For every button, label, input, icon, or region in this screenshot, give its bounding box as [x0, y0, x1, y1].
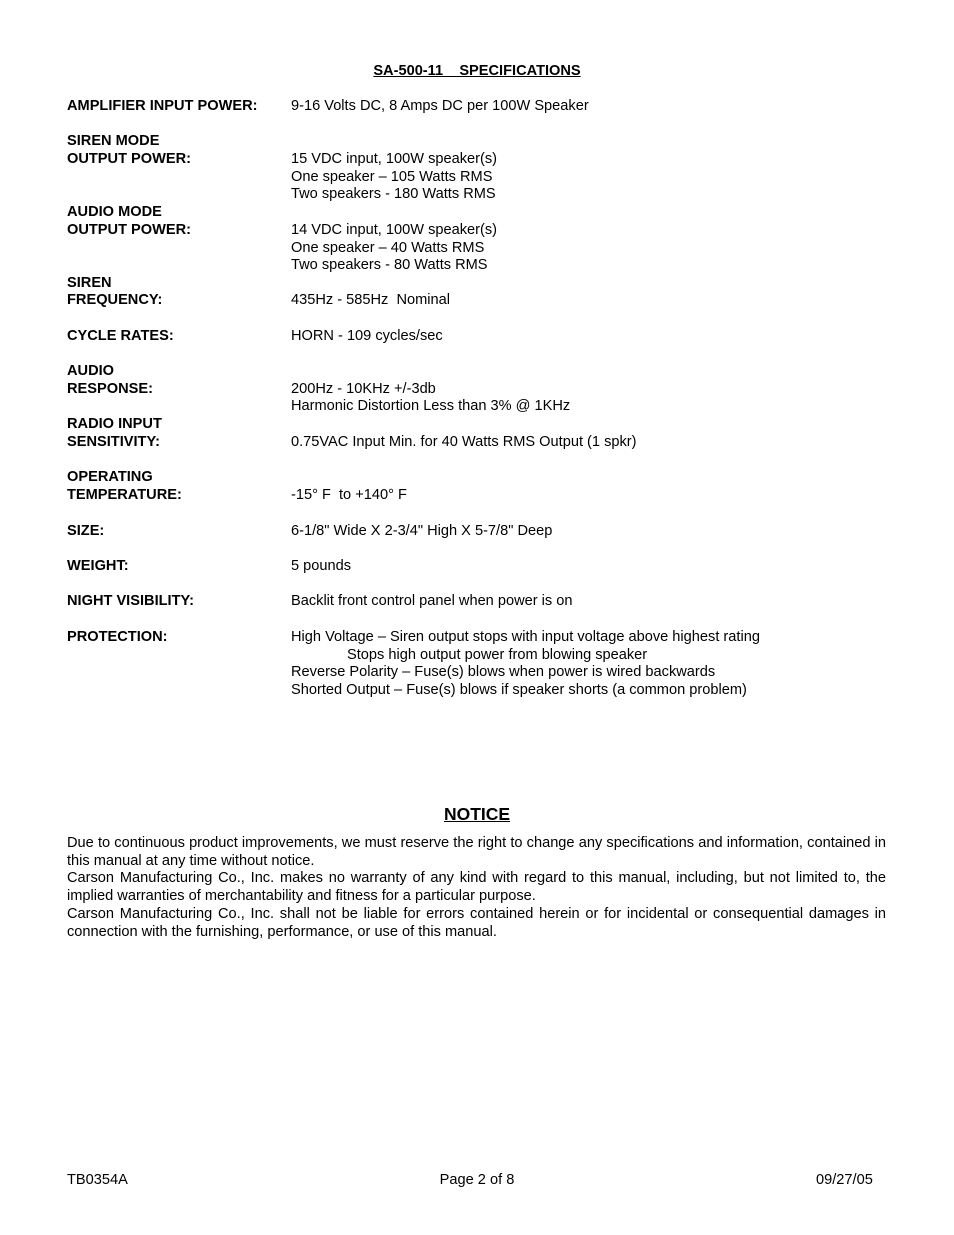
- siren-mode-value-line3: Two speakers - 180 Watts RMS: [291, 186, 496, 202]
- protection-value-line3: Reverse Polarity – Fuse(s) blows when power is wired backwards: [291, 664, 716, 680]
- siren-mode-label-line1: SIREN MODE: [67, 133, 160, 149]
- protection-value-line1: High Voltage – Siren output stops with input voltage above highest rating: [291, 629, 760, 645]
- operating-temperature-value: -15° F to +140° F: [291, 487, 407, 503]
- page-title: SA-500-11 SPECIFICATIONS: [373, 63, 581, 79]
- radio-input-label-line1: RADIO INPUT: [67, 416, 162, 432]
- size-label: SIZE:: [67, 523, 105, 539]
- night-visibility-label: NIGHT VISIBILITY:: [67, 593, 195, 609]
- cycle-rates-label: CYCLE RATES:: [67, 328, 174, 344]
- radio-input-value: 0.75VAC Input Min. for 40 Watts RMS Output (1 spkr): [291, 434, 637, 450]
- audio-mode-label-line1: AUDIO MODE: [67, 204, 162, 220]
- footer-date: 09/27/05: [816, 1172, 873, 1188]
- audio-response-label-line1: AUDIO: [67, 363, 115, 379]
- footer-page-number: Page 2 of 8: [439, 1172, 515, 1188]
- siren-frequency-value: 435Hz - 585Hz Nominal: [291, 292, 450, 308]
- audio-response-value-line2: Harmonic Distortion Less than 3% @ 1KHz: [291, 398, 571, 414]
- notice-paragraph: Carson Manufacturing Co., Inc. shall not be liable for errors contained herein or for incidental or consequential damages in connection with the furnishing, performance, or use of this manual.: [67, 905, 886, 940]
- audio-mode-label-line2: OUTPUT POWER:: [67, 222, 192, 238]
- notice-body: [67, 835, 886, 941]
- notice-paragraph: Due to continuous product improvements, we must reserve the right to change any specifications and information, contained in this manual at any time without notice.: [67, 835, 886, 869]
- size-value: 6-1/8" Wide X 2-3/4" High X 5-7/8" Deep: [291, 523, 553, 539]
- siren-frequency-label-line1: SIREN: [67, 275, 112, 291]
- weight-value: 5 pounds: [291, 558, 352, 574]
- protection-label: PROTECTION:: [67, 629, 168, 645]
- audio-response-label-line2: RESPONSE:: [67, 381, 153, 397]
- amplifier-input-power-value: 9-16 Volts DC, 8 Amps DC per 100W Speaker: [291, 98, 589, 114]
- audio-mode-value-line2: One speaker – 40 Watts RMS: [291, 239, 485, 256]
- cycle-rates-value: HORN - 109 cycles/sec: [291, 328, 443, 344]
- audio-mode-value-line1: 14 VDC input, 100W speaker(s): [291, 222, 498, 238]
- siren-mode-value-line2: One speaker – 105 Watts RMS: [291, 168, 493, 185]
- radio-input-label-line2: SENSITIVITY:: [67, 434, 160, 450]
- weight-label: WEIGHT:: [67, 558, 129, 574]
- audio-mode-value-line3: Two speakers - 80 Watts RMS: [291, 257, 488, 273]
- operating-temperature-label-line1: OPERATING: [67, 469, 153, 485]
- audio-response-value-line1: 200Hz - 10KHz +/-3db: [291, 381, 436, 397]
- siren-mode-value-line1: 15 VDC input, 100W speaker(s): [291, 151, 498, 167]
- siren-mode-label-line2: OUTPUT POWER:: [67, 151, 192, 167]
- notice-paragraph: Carson Manufacturing Co., Inc. makes no warranty of any kind with regard to this manual, including, but not limited to, the implied warranties of merchantability and fitness for a particular purpose.: [67, 870, 886, 905]
- amplifier-input-power-label: AMPLIFIER INPUT POWER:: [67, 98, 258, 114]
- notice-title: NOTICE: [443, 804, 511, 824]
- operating-temperature-label-line2: TEMPERATURE:: [67, 487, 182, 503]
- protection-value-line4: Shorted Output – Fuse(s) blows if speaker shorts (a common problem): [291, 681, 747, 698]
- siren-frequency-label-line2: FREQUENCY:: [67, 292, 163, 308]
- protection-value-line2: Stops high output power from blowing speaker: [347, 646, 648, 663]
- night-visibility-value: Backlit front control panel when power is on: [291, 593, 573, 609]
- footer-doc-number: TB0354A: [67, 1172, 128, 1188]
